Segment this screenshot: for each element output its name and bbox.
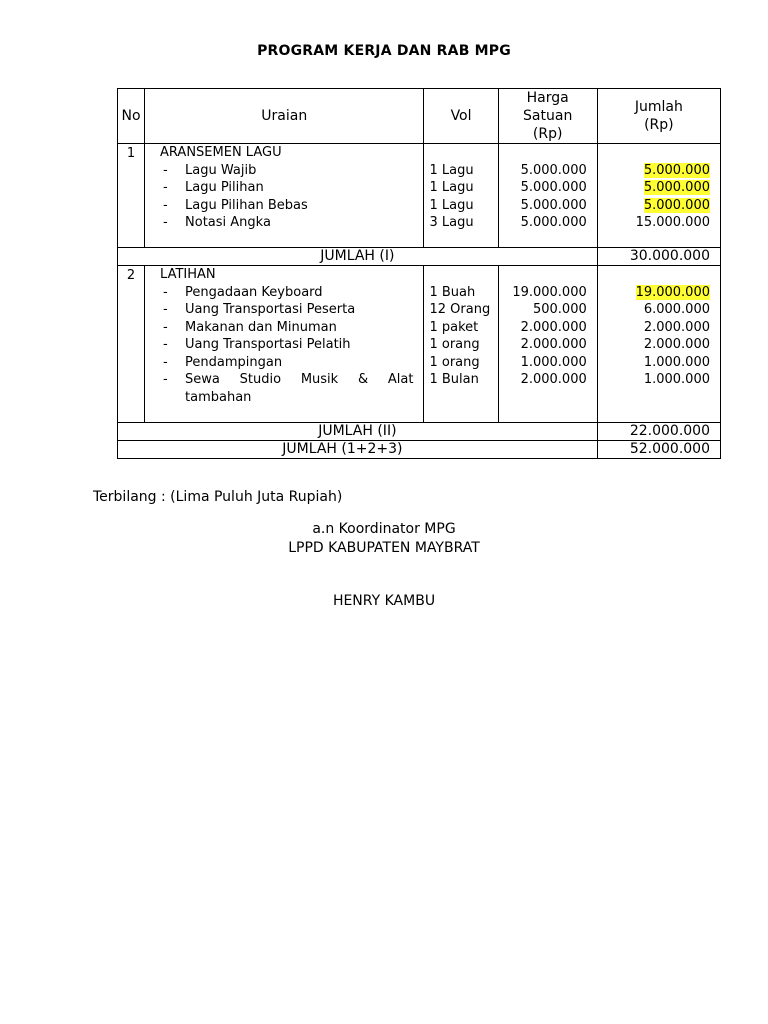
vol-value: 1 Bulan [429, 372, 479, 387]
justified-text: Sewa Studio Musik & Alat [185, 372, 414, 387]
harga-value: 5.000.000 [520, 162, 587, 178]
vol-value: 1 Buah [429, 284, 476, 300]
list-item: - Uang Transportasi Pelatih [163, 337, 351, 352]
section-no: 1 [118, 144, 145, 248]
vol-value: 1 Lagu [429, 197, 474, 213]
signature-role: a.n Koordinator MPG [312, 521, 456, 537]
jumlah-value: 2.000.000 [643, 319, 710, 335]
list-item-continuation: tambahan [185, 389, 252, 405]
signature-organization: LPPD KABUPATEN MAYBRAT [288, 540, 480, 556]
section-jumlah [597, 144, 720, 248]
header-harga-satuan [498, 89, 597, 144]
list-item: - Lagu Pilihan [163, 180, 264, 195]
harga-value: 5.000.000 [520, 197, 587, 213]
subtotal-value: 30.000.000 [597, 248, 720, 266]
header-vol: Vol [424, 89, 498, 144]
vol-value: 1 paket [429, 319, 479, 335]
grand-total-value: 52.000.000 [597, 441, 720, 459]
jumlah-value-highlighted: 5.000.000 [643, 180, 710, 195]
harga-value: 500.000 [532, 302, 587, 317]
header-uraian: Uraian [145, 89, 424, 144]
list-item: - Sewa Studio Musik & Alat [163, 371, 423, 389]
subtotal-row [118, 423, 721, 441]
grand-total-label: JUMLAH (1+2+3) [118, 441, 598, 459]
jumlah-value-highlighted: 5.000.000 [643, 162, 710, 178]
section-harga [498, 266, 597, 423]
subtotal-row [118, 248, 721, 266]
amount-in-words: Terbilang : (Lima Puluh Juta Rupiah) [93, 489, 343, 505]
list-item: - Uang Transportasi Peserta [163, 302, 356, 317]
subtotal-label: JUMLAH (I) [118, 248, 598, 266]
vol-value: 12 Orang [429, 302, 491, 317]
header-jumlah-line: Jumlah [634, 99, 683, 115]
header-jumlah [597, 89, 720, 144]
header-no: No [118, 89, 145, 144]
list-item: - Pendampingan [163, 354, 283, 370]
list-item: - Lagu Pilihan Bebas [163, 197, 308, 213]
grand-total-row [118, 441, 721, 459]
vol-value: 1 Lagu [429, 180, 474, 195]
section-heading: ARANSEMEN LAGU [160, 145, 282, 160]
subtotal-label: JUMLAH (II) [118, 423, 598, 441]
signature-name: HENRY KAMBU [332, 593, 436, 609]
jumlah-value: 15.000.000 [635, 215, 710, 230]
subtotal-value: 22.000.000 [597, 423, 720, 441]
header-harga-line: Harga [526, 90, 569, 106]
header-harga-line: (Rp) [532, 126, 563, 142]
section-row [118, 144, 721, 248]
section-vol [424, 266, 498, 423]
section-harga [498, 144, 597, 248]
vol-value: 1 orang [429, 354, 480, 370]
list-item: - Makanan dan Minuman [163, 319, 337, 335]
list-item: - Pengadaan Keyboard [163, 284, 323, 300]
table-header-row [118, 89, 721, 144]
document-title: PROGRAM KERJA DAN RAB MPG [257, 43, 511, 59]
jumlah-value: 1.000.000 [643, 372, 710, 387]
vol-value: 3 Lagu [429, 215, 474, 230]
header-harga-line: Satuan [523, 108, 573, 124]
list-item: - Lagu Wajib [163, 162, 257, 178]
budget-table [117, 88, 721, 459]
harga-value: 2.000.000 [520, 319, 587, 335]
section-heading: LATIHAN [160, 267, 216, 282]
section-uraian [145, 266, 424, 423]
harga-value: 19.000.000 [512, 284, 587, 300]
vol-value: 1 orang [429, 337, 480, 352]
section-no: 2 [118, 266, 145, 423]
jumlah-value: 2.000.000 [643, 337, 710, 352]
harga-value: 2.000.000 [520, 372, 587, 387]
list-item: - Notasi Angka [163, 215, 271, 230]
section-uraian [145, 144, 424, 248]
vol-value: 1 Lagu [429, 162, 474, 178]
section-jumlah [597, 266, 720, 423]
harga-value: 2.000.000 [520, 337, 587, 352]
jumlah-value: 1.000.000 [643, 354, 710, 370]
jumlah-value-highlighted: 5.000.000 [643, 197, 710, 213]
jumlah-value: 6.000.000 [643, 302, 710, 317]
header-jumlah-line: (Rp) [644, 117, 674, 133]
section-vol [424, 144, 498, 248]
section-row [118, 266, 721, 423]
harga-value: 5.000.000 [520, 215, 587, 230]
jumlah-value-highlighted: 19.000.000 [635, 284, 710, 300]
harga-value: 1.000.000 [520, 354, 587, 370]
harga-value: 5.000.000 [520, 180, 587, 195]
